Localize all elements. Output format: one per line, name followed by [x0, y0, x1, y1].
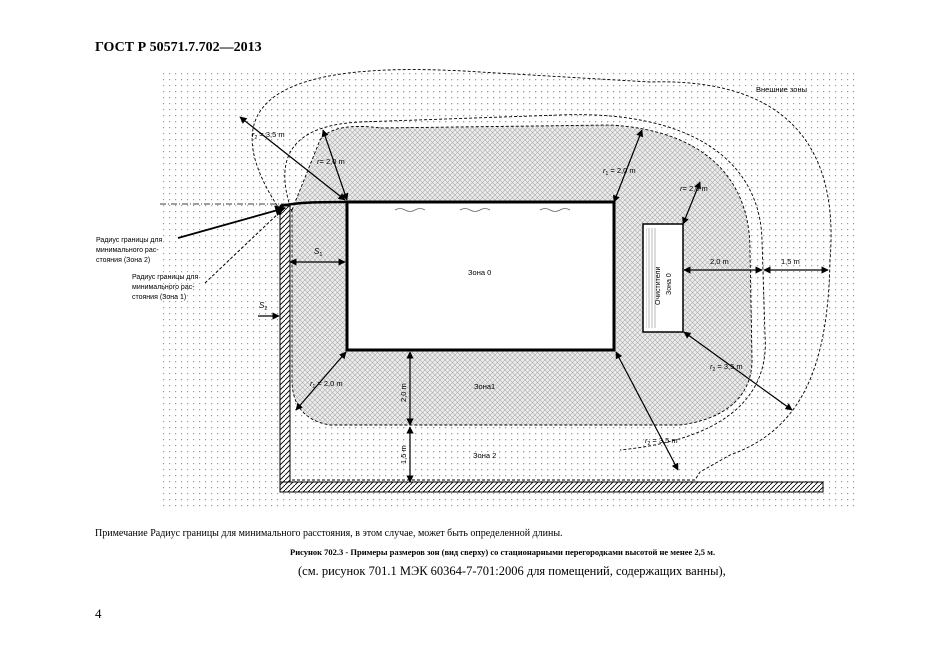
- radius-zone2-label: [96, 237, 164, 264]
- r1b-value: = 2,0 m: [315, 379, 343, 388]
- r2b-sub: 2: [647, 441, 651, 447]
- radius-zone1-line3: стояния (Зона 1): [132, 294, 187, 301]
- rs-label-cleaner: [680, 184, 708, 193]
- radius-zone2-line3: стояния (Зона 2): [96, 257, 151, 264]
- wall-vertical: [280, 206, 290, 489]
- dim-20-horizontal-label: 2,0 m: [710, 257, 729, 266]
- wall-horizontal: [280, 482, 823, 492]
- s2-sub: 2: [264, 306, 268, 312]
- radius-zone2-line2: минимального рас-: [96, 247, 159, 254]
- figure-note: Примечание Радиус границы для минимального расстояния, в этом случае, может быть определенной длины.: [95, 528, 563, 539]
- s1-sub: 1: [319, 252, 323, 258]
- figure-reference: (см. рисунок 701.1 МЭК 60364-7-701:2006 для помещений, содержащих ванны),: [298, 564, 726, 578]
- cleaner-zone-label: [666, 273, 673, 295]
- rs-value: = 2,0 m: [319, 157, 345, 166]
- r2c-letter: r: [710, 362, 713, 371]
- rs-label-top: [317, 157, 345, 166]
- s1-letter: S: [314, 247, 320, 256]
- r2-letter: r: [252, 130, 255, 139]
- rs2-letter: r: [680, 184, 683, 193]
- r1-letter: r: [603, 166, 606, 175]
- r2b-letter: r: [645, 436, 648, 445]
- zone2-label: Зона 2: [473, 451, 497, 460]
- rs2-value: = 2,0 m: [682, 184, 708, 193]
- r2c-value: = 3,5 m: [715, 362, 743, 371]
- page-number: 4: [95, 606, 102, 621]
- dim-15-horizontal-label: 1,5 m: [781, 257, 800, 266]
- dim-15-vertical-label: 1,5 m: [399, 445, 408, 464]
- cleaner-label-line2: Зона 0: [666, 273, 673, 295]
- r1-value: = 2,0 m: [608, 166, 636, 175]
- r2-value: = 3,5 m: [257, 130, 285, 139]
- radius-zone1-line1: Радиус границы для: [132, 274, 199, 281]
- r1-sub: 1: [605, 171, 609, 177]
- r1b-sub: 1: [312, 384, 316, 390]
- outer-zones-label: Внешние зоны: [756, 85, 807, 94]
- rs-letter: r: [317, 157, 320, 166]
- r1b-letter: r: [310, 379, 313, 388]
- dim-20-vertical-label: 2,0 m: [399, 383, 408, 402]
- page-header: ГОСТ Р 50571.7.702—2013: [95, 40, 262, 55]
- zone0-label: Зона 0: [468, 268, 492, 277]
- s2-letter: S: [259, 301, 265, 310]
- r2-sub: 2: [254, 135, 258, 141]
- radius-zone2-line1: Радиус границы для: [96, 237, 163, 244]
- zone1-label: Зона1: [474, 382, 496, 391]
- r2b-value: = 3,5 m: [650, 436, 678, 445]
- cleaner-label: [655, 267, 662, 305]
- radius-zone1-line2: минимального рас-: [132, 284, 195, 291]
- figure-caption: Рисунок 702.3 - Примеры размеров зон (вид сверху) со стационарными перегородками высотой не менее 2,5 м.: [290, 547, 716, 557]
- r2c-sub: 2: [712, 367, 716, 373]
- cleaner-label-line1: Очистители: [655, 266, 662, 305]
